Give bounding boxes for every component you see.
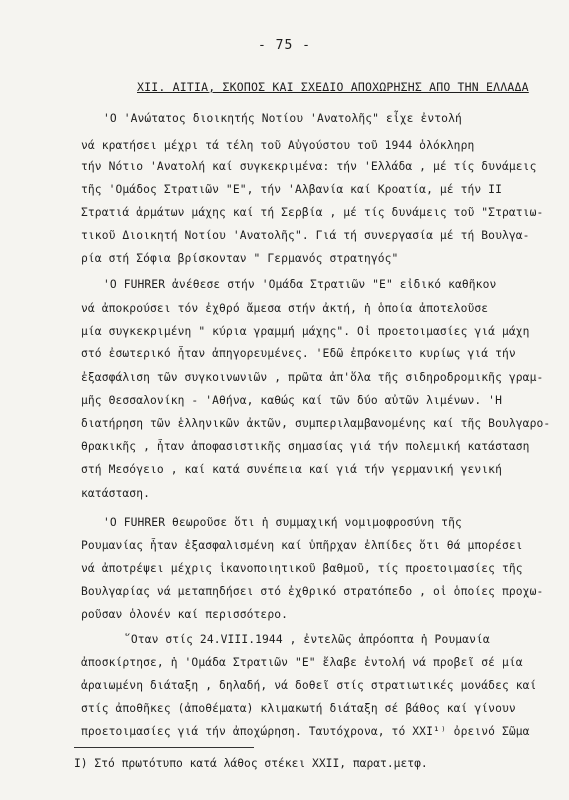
text-line: νά ἀποκρούσει τόν ἐχθρό ἄμεσα στήν ἀκτή, ἡ ὁποία ἀποτελοῦσε xyxy=(81,302,489,315)
text-line: στίς ἀποθῆκες (ἀποθέματα) κλιμακωτή διάταξη σέ βάθος καί γίνουν xyxy=(81,702,516,715)
text-line: κατάσταση. xyxy=(81,487,151,500)
text-line: Ρουμανίας ἦταν ἐξασφαλισμένη καί ὑπῆρχαν ἐλπίδες ὅτι θά μπορέσει xyxy=(81,539,523,552)
text-line: ῞Οταν στίς 24.VIII.1944 , ἐντελῶς ἀπρόοπτα ἡ Ρουμανία xyxy=(124,633,490,646)
footnote-divider xyxy=(74,747,254,748)
text-line: 'Ο FUHRER θεωροῦσε ὅτι ἡ συμμαχική νομιμοφροσύνη τῆς xyxy=(103,516,462,529)
text-line: νά κρατήσει μέχρι τά τέλη τοῦ Αὐγούστου τοῦ 1944 ὁλόκληρη xyxy=(81,139,475,152)
text-line: ἀραιωμένη διάταξη , δηλαδή, νά δοθεῖ στίς στρατιωτικές μονάδες καί xyxy=(81,679,537,692)
text-line: νά ἀποτρέψει μέχρις ἱκανοποιητικοῦ βαθμοῦ, τίς προετοιμασίες τῆς xyxy=(81,562,523,575)
page-number: - 75 - xyxy=(258,38,311,53)
text-line: στή Μεσόγειο , καί κατά συνέπεια καί γιά τήν γερμανική γενική xyxy=(81,463,502,476)
text-line: διατήρηση τῶν ἑλληνικῶν ἀκτῶν, συμπεριλαμβανομένης καί τῆς Βουλγαρο- xyxy=(81,417,551,430)
text-line: τήν Νότιο 'Ανατολή καί συγκεκριμένα: τήν 'Ελλάδα , μέ τίς δυνάμεις xyxy=(81,160,537,173)
text-line: θρακικῆς , ἦταν ἀποφασιστικῆς σημασίας γιά τήν πολεμική κατάσταση xyxy=(81,440,530,453)
text-line: ροῦσαν ὁλονέν καί περισσότερο. xyxy=(81,608,289,621)
text-line: τικοῦ Διοικητή Νοτίου 'Ανατολῆς". Γιά τή συνεργασία μέ τή Βουλγα- xyxy=(81,229,530,242)
section-heading: XII. ΑΙΤΙΑ, ΣΚΟΠΟΣ ΚΑΙ ΣΧΕΔΙΟ ΑΠΟΧΩΡΗΣΗΣ ΑΠΟ ΤΗΝ ΕΛΛΑΔΑ xyxy=(137,80,529,94)
text-line: 'Ο 'Ανώτατος διοικητής Νοτίου 'Ανατολῆς" εἶχε ἐντολή xyxy=(103,112,462,125)
text-line: ἀποσκίρτησε, ἡ 'Ομάδα Στρατιῶν "Ε" ἔλαβε ἐντολή νά προβεῖ σέ μία xyxy=(81,656,523,669)
text-line: τῆς 'Ομάδος Στρατιῶν "Ε", τήν 'Αλβανία καί Κροατία, μέ τήν II xyxy=(81,183,502,196)
text-line: ἐξασφάλιση τῶν συγκοινωνιῶν , πρῶτα ἀπ'ὅλα τῆς σιδηροδρομικῆς γραμ- xyxy=(81,371,544,384)
text-line: μῆς Θεσσαλονίκη - 'Αθήνα, καθώς καί τῶν δύο αὐτῶν λιμένων. 'Η xyxy=(81,394,502,407)
text-line: Βουλγαρίας νά μεταπηδήσει στό ἐχθρικό στρατόπεδο , οἱ ὁποίες προχω- xyxy=(81,585,544,598)
text-line: ρία στή Σόφια βρίσκονταν " Γερμανός στρατηγός" xyxy=(81,252,399,265)
text-line: προετοιμασίες γιά τήν ἀποχώρηση. Ταυτόχρονα, τό XXI¹⁾ ὀρεινό Σῶμα xyxy=(81,725,530,738)
text-line: μία συγκεκριμένη " κύρια γραμμή μάχης". Οἱ προετοιμασίες γιά μάχη xyxy=(81,325,530,338)
text-line: στό ἐσωτερικό ἦταν ἀπηγορευμένες. 'Εδῶ ἐπρόκειτο κυρίως γιά τήν xyxy=(81,347,516,360)
footnote: I) Στό πρωτότυπο κατά λάθος στέκει XXII, παρατ.μετφ. xyxy=(74,757,428,770)
text-line: 'Ο FUHRER ἀνέθεσε στήν 'Ομάδα Στρατιῶν "Ε" εἰδικό καθῆκον xyxy=(103,278,497,291)
text-line: Στρατιά ἁρμάτων μάχης καί τή Σερβία , μέ τίς δυνάμεις τοῦ "Στρατιω- xyxy=(81,206,544,219)
